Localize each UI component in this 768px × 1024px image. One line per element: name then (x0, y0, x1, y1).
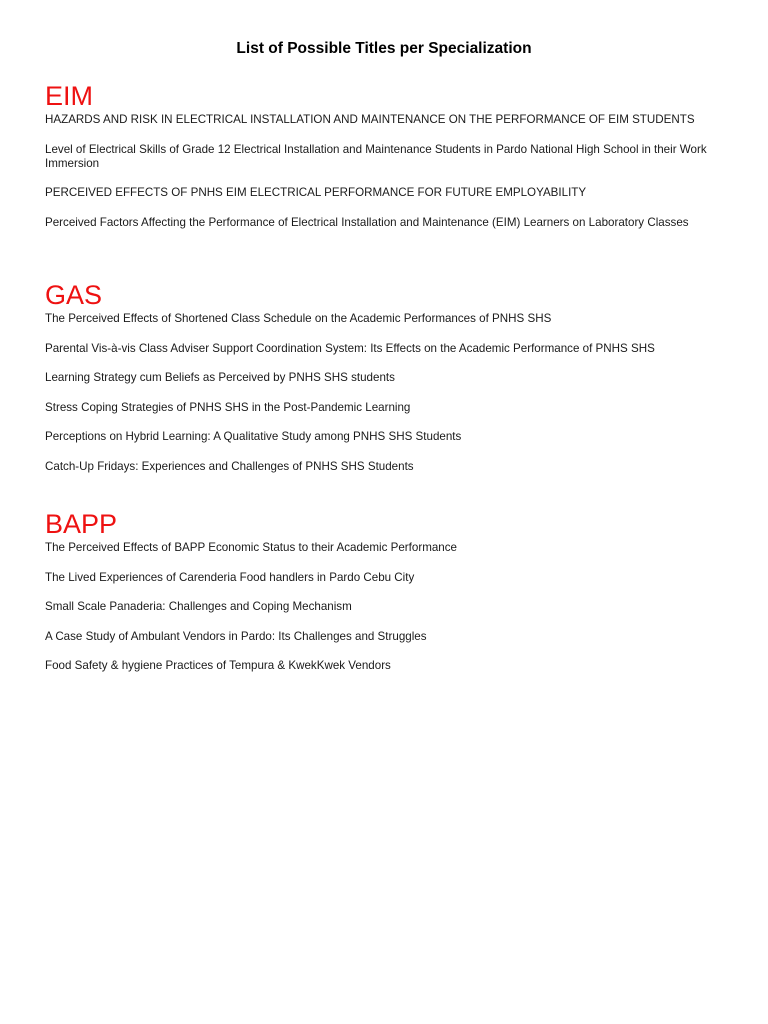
title-entry: The Lived Experiences of Carenderia Food handlers in Pardo Cebu City (45, 570, 415, 584)
title-entry: Parental Vis-à-vis Class Adviser Support Coordination System: Its Effects on the Academic Performance of PNHS SHS (45, 341, 655, 355)
section-eim (45, 81, 725, 245)
title-entry: Food Safety & hygiene Practices of Tempura & KwekKwek Vendors (45, 659, 391, 672)
title-entry: HAZARDS AND RISK IN ELECTRICAL INSTALLATION AND MAINTENANCE ON THE PERFORMANCE OF EIM STUDENTS (45, 113, 695, 126)
section-heading-bapp: BAPP (45, 509, 118, 539)
title-entry: Level of Electrical Skills of Grade 12 Electrical Installation and Maintenance Students in Pardo National High School in their Work Immersion (45, 142, 707, 170)
title-entry: Learning Strategy cum Beliefs as Perceived by PNHS SHS students (45, 371, 395, 384)
title-entry: Perceptions on Hybrid Learning: A Qualitative Study among PNHS SHS Students (45, 430, 462, 443)
section-bapp (45, 509, 725, 689)
title-entry: Small Scale Panaderia: Challenges and Coping Mechanism (45, 600, 352, 613)
section-gas (45, 280, 725, 489)
section-heading-eim: EIM (45, 81, 94, 111)
title-entry: Catch-Up Fridays: Experiences and Challenges of PNHS SHS Students (45, 459, 414, 473)
title-entry: Perceived Factors Affecting the Performance of Electrical Installation and Maintenance (EIM) Learners on Laboratory Classes (45, 215, 689, 229)
title-entry: Stress Coping Strategies of PNHS SHS in the Post-Pandemic Learning (45, 400, 411, 414)
section-heading-gas: GAS (45, 280, 103, 310)
document-title: List of Possible Titles per Specialization (236, 40, 532, 57)
title-entry: PERCEIVED EFFECTS OF PNHS EIM ELECTRICAL PERFORMANCE FOR FUTURE EMPLOYABILITY (45, 186, 587, 199)
title-entry: The Perceived Effects of Shortened Class Schedule on the Academic Performances of PNHS SHS (45, 312, 552, 325)
title-entry: A Case Study of Ambulant Vendors in Pardo: Its Challenges and Struggles (45, 629, 427, 643)
title-entry: The Perceived Effects of BAPP Economic Status to their Academic Performance (45, 541, 457, 554)
